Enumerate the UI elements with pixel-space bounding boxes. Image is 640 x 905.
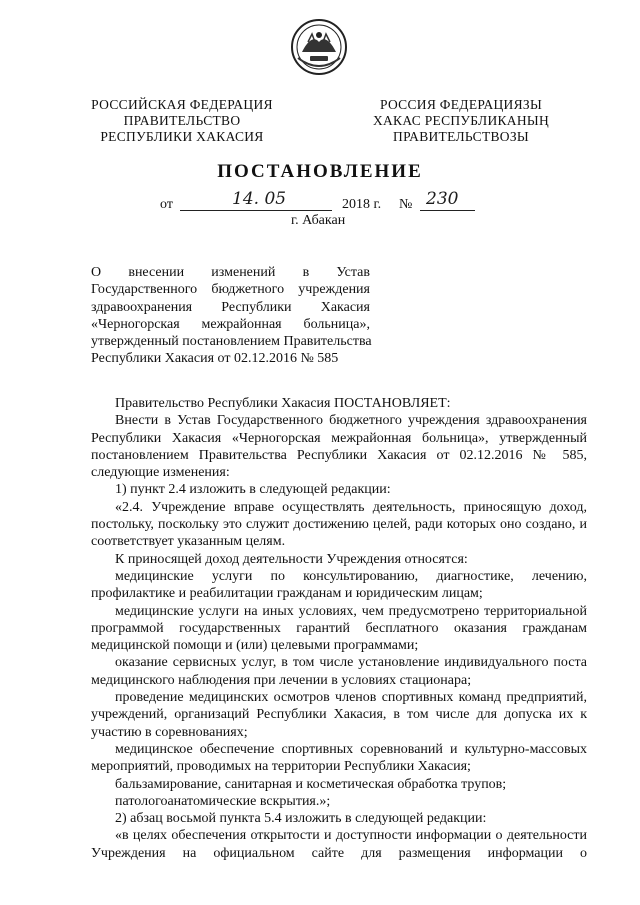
body-line: постольку, поскольку это служит достижению целей, ради которых оно создано, и	[91, 517, 587, 533]
header-left-line: РОССИЙСКАЯ ФЕДЕРАЦИЯ	[91, 97, 273, 112]
body-line: оказание сервисных услуг, в том числе установление индивидуального поста	[115, 655, 587, 671]
subject-line: утвержденный постановлением Правительства	[91, 334, 372, 350]
body-line: профилактике и реабилитации гражданам и юридическим лицам;	[91, 586, 483, 602]
city: г. Абакан	[291, 213, 346, 228]
number-underline	[420, 210, 475, 211]
body-line: 1) пункт 2.4 изложить в следующей редакции:	[115, 482, 391, 498]
body-line: «в целях обеспечения открытости и доступности информации о деятельности	[115, 828, 587, 844]
body-line: Правительство Республики Хакасия ПОСТАНОВЛЯЕТ:	[115, 396, 451, 411]
body-line: медицинской помощи и (или) целевыми программами;	[91, 638, 419, 654]
body-line: Внести в Устав Государственного бюджетного учреждения здравоохранения	[115, 413, 587, 429]
body-line: 2) абзац восьмой пункта 5.4 изложить в следующей редакции:	[115, 811, 487, 827]
body-line: бальзамирование, санитарная и косметическая обработка трупов;	[115, 776, 507, 792]
body-line: медицинского наблюдения при лечении в условиях стационара;	[91, 672, 472, 688]
body-line: соответствует указанным целям.	[91, 534, 286, 550]
body-line: медицинские услуги на иных условиях, чем предусмотрено территориальной	[115, 603, 587, 619]
subject-line: здравоохранения Республики Хакасия	[91, 299, 370, 315]
document-body	[91, 395, 587, 862]
header-left	[82, 97, 282, 145]
header-right-line: ПРАВИТЕЛЬСТВОЗЫ	[393, 129, 529, 144]
document-subject	[91, 264, 370, 368]
body-line: медицинские услуги по консультированию, диагностике, лечению,	[115, 568, 587, 584]
date-underline	[180, 210, 332, 211]
header-right	[366, 97, 556, 145]
subject-line: «Черногорская межрайонная больница»,	[91, 316, 370, 332]
body-line: участию в соревнованиях;	[91, 724, 248, 740]
body-line: проведение медицинских осмотров членов спортивных команд предприятий,	[115, 690, 587, 706]
from-label: от	[160, 197, 173, 212]
body-line: К приносящей доход деятельности Учреждения относятся:	[115, 551, 468, 567]
header-left-line: РЕСПУБЛИКИ ХАКАСИЯ	[100, 129, 264, 144]
header-right-line: ХАКАС РЕСПУБЛИКАНЫҢ	[372, 113, 550, 128]
subject-line: О внесении изменений в Устав	[91, 265, 370, 280]
body-line: учреждений, организаций Республики Хакасия, в том числе для допуска их к	[91, 707, 587, 723]
body-line: Республики Хакасия «Черногорская межрайонная больница», утвержденный	[91, 430, 587, 446]
body-line: программой государственных гарантий бесплатного оказания гражданам	[91, 620, 587, 636]
document-title: ПОСТАНОВЛЕНИЕ	[217, 161, 423, 182]
header-right-line: РОССИЯ ФЕДЕРАЦИЯЗЫ	[379, 97, 543, 112]
year-label: 2018 г.	[342, 197, 382, 212]
handwritten-number: 230	[426, 189, 459, 209]
body-line: медицинское обеспечение спортивных соревнований и культурно-массовых	[115, 741, 587, 757]
body-line: следующие изменения:	[91, 465, 230, 481]
handwritten-date: 14. 05	[232, 189, 287, 209]
body-line: Учреждения на официальном сайте для размещения информации о	[91, 845, 587, 861]
number-label: №	[399, 197, 413, 212]
body-line: мероприятий, проводимых на территории Республики Хакасия;	[91, 759, 471, 775]
body-line: патологоанатомические вскрытия.»;	[115, 793, 331, 809]
coat-of-arms-icon	[290, 18, 348, 76]
subject-line: Республики Хакасия от 02.12.2016 № 585	[91, 351, 339, 367]
header-left-line: ПРАВИТЕЛЬСТВО	[123, 113, 241, 128]
body-line: постановлением Правительства Республики Хакасия от 02.12.2016 № 585,	[91, 447, 587, 463]
subject-line: Государственного бюджетного учреждения	[91, 282, 370, 298]
body-line: «2.4. Учреждение вправе осуществлять деятельность, приносящую доход,	[115, 499, 587, 515]
